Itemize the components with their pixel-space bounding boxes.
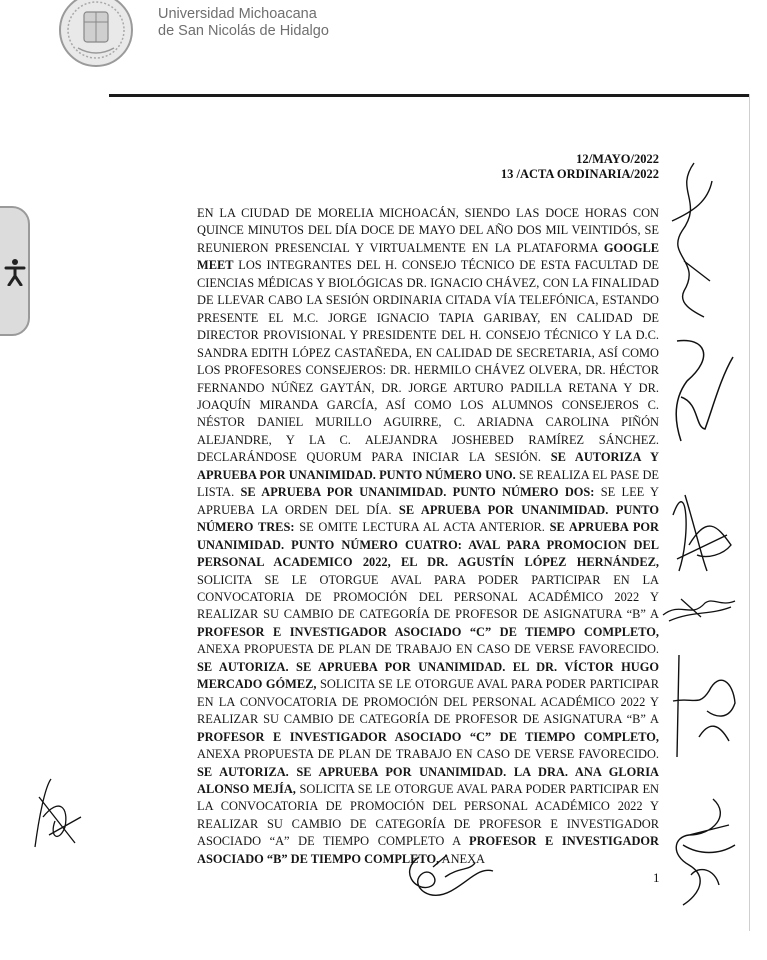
signature-6 [669, 795, 739, 915]
text-run: SOLICITA SE LE OTORGUE AVAL PARA PODER PARTICIPAR EN LA CONVOCATORIA DE PROMOCIÓN DEL PERSONAL ACADÉMICO 2022 Y REALIZAR SU CAMBIO DE CATEGORÍA DE PROFESOR E INVESTIGADOR ASOCIADO “A” DE TIEMPO COMPLETO A [197, 781, 660, 849]
bold-text-run: GOOGLE MEET [197, 240, 659, 273]
page-number: 1 [653, 870, 660, 885]
signature-8 [29, 777, 85, 849]
signature-4 [661, 593, 737, 623]
accessibility-button[interactable] [0, 206, 30, 336]
bold-text-run: SE AUTORIZA Y APRUEBA POR UNANIMIDAD. PUNTO NÚMERO UNO. [197, 450, 660, 482]
text-run: SE OMITE LECTURA AL ACTA ANTERIOR. [294, 520, 550, 535]
university-seal-icon [50, 0, 142, 72]
bold-text-run: PROFESOR E INVESTIGADOR ASOCIADO “C” DE TIEMPO COMPLETO, [197, 624, 659, 639]
university-name [158, 6, 329, 40]
document-date: 12/MAYO/2022 [576, 152, 659, 166]
text-run: SOLICITA SE LE OTORGUE AVAL PARA PODER PARTICIPAR EN LA CONVOCATORIA DE PROMOCIÓN DEL PERSONAL ACADÉMICO 2022 Y REALIZAR SU CAMBIO DE CATEGORÍA DE PROFESOR DE ASIGNATURA “B” A [197, 572, 659, 622]
bold-text-run: SE AUTORIZA. SE APRUEBA POR UNANIMIDAD. LA DRA. ANA GLORIA ALONSO MEJÍA, [197, 764, 659, 796]
document-paragraph [197, 205, 659, 868]
text-run: EN LA CIUDAD DE MORELIA MICHOACÁN, SIENDO LAS DOCE HORAS CON QUINCE MINUTOS DEL DÍA DOCE DE MAYO DEL AÑO DOS MIL VEINTIDÓS, SE REUNIERON PRESENCIAL Y VIRTUALMENTE EN LA PLATAFORMA [197, 206, 659, 255]
text-run: SE REALIZA EL PASE DE LISTA. [197, 467, 659, 500]
bold-text-run: SE APRUEBA POR UNANIMIDAD. PUNTO NÚMERO CUATRO: AVAL PARA PROMOCION DEL PERSONAL ACADEMICO 2022, EL DR. AGUSTÍN LÓPEZ HERNÁNDEZ, [197, 520, 659, 570]
bold-text-run: PROFESOR E INVESTIGADOR ASOCIADO “C” DE TIEMPO COMPLETO, [197, 729, 659, 744]
page-header [0, 0, 767, 80]
bold-text-run: SE APRUEBA POR UNANIMIDAD. PUNTO NÚMERO TRES: [197, 502, 659, 535]
signature-3 [667, 475, 737, 575]
bold-text-run: PROFESOR E INVESTIGADOR ASOCIADO “B” DE TIEMPO COMPLETO, [197, 834, 659, 866]
university-name-line1: Universidad Michoacana [158, 6, 317, 22]
text-run: ANEXA [439, 851, 486, 866]
text-run: LOS INTEGRANTES DEL H. CONSEJO TÉCNICO DE ESTA FACULTAD DE CIENCIAS MÉDICAS Y BIOLÓGICAS DR. IGNACIO CHÁVEZ, CON LA FINALIDAD DE LLEVAR CABO LA SESIÓN ORDINARIA CITADA VÍA TELEFÓNICA, ESTANDO PRESENTE EL M.C. JORGE IGNACIO TAPIA GARIBAY, EN CALIDAD DE DIRECTOR PROVISIONAL Y PRESIDENTE DEL H. CONSEJO TÉCNICO Y LA D.C. SANDRA EDITH LÓPEZ CASTAÑEDA, EN CALIDAD DE SECRETARIA, ASÍ COMO LOS PROFESORES CONSEJEROS: DR. HERMILO CHÁVEZ OLVERA, DR. HÉCTOR FERNANDO NÚÑEZ GAYTÁN, DR. JORGE ARTURO PADILLA RETANA Y DR. JOAQUÍN MIRANDA GARCÍA, ASÍ COMO LOS ALUMNOS CONSEJEROS C. NÉSTOR DANIEL MURILLO AGUIRRE, C. ARIADNA CAROLINA PIÑÓN ALEJANDRE, Y LA C. ALEJANDRA JOSHEBED RAMÍREZ SÁNCHEZ. DECLARÁNDOSE QUORUM PARA INICIAR LA SESIÓN. [197, 258, 659, 465]
text-run: SOLICITA SE LE OTORGUE AVAL PARA PODER PARTICIPAR EN LA CONVOCATORIA DE PROMOCIÓN DEL PERSONAL ACADÉMICO 2022 Y REALIZAR SU CAMBIO DE CATEGORÍA DE PROFESOR DE ASIGNATURA “B” A [197, 677, 659, 727]
signature-7 [399, 847, 495, 907]
signature-2 [665, 337, 735, 447]
document-body [197, 205, 659, 868]
document-act-label: 13 /ACTA ORDINARIA/2022 [500, 167, 659, 181]
university-name-line2: de San Nicolás de Hidalgo [158, 23, 329, 39]
bold-text-run: SE AUTORIZA. SE APRUEBA POR UNANIMIDAD. EL DR. VÍCTOR HUGO MERCADO GÓMEZ, [197, 659, 659, 692]
signature-5 [669, 651, 741, 761]
text-run: SE LEE Y APRUEBA LA ORDEN DEL DÍA. [197, 485, 659, 517]
accessibility-person-icon [4, 258, 26, 286]
document-page [109, 94, 749, 931]
document-date-block [501, 152, 659, 182]
signature-1 [664, 161, 716, 321]
text-run: ANEXA PROPUESTA DE PLAN DE TRABAJO EN CASO DE VERSE FAVORECIDO. [197, 642, 659, 657]
text-run: ANEXA PROPUESTA DE PLAN DE TRABAJO EN CASO DE VERSE FAVORECIDO. [197, 747, 659, 762]
bold-text-run: SE APRUEBA POR UNANIMIDAD. PUNTO NÚMERO DOS: [240, 485, 595, 500]
